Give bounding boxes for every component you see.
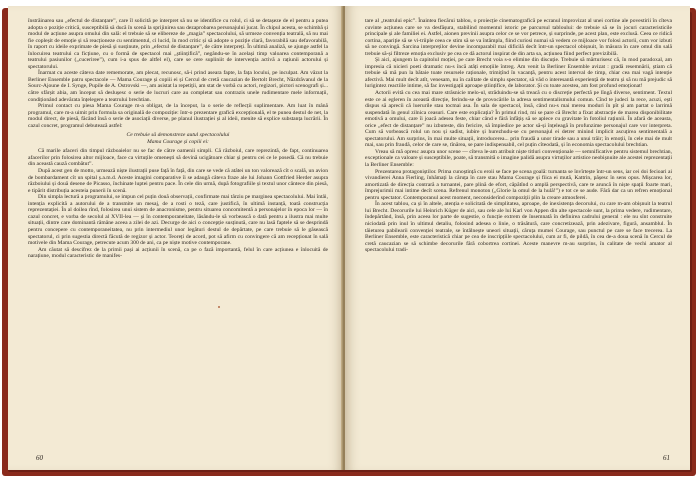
paragraph: Prezentarea protagoniștilor. Prima cunoștință cu eroii se face pe scena goală: turnanta se învîrtește într-un sens, iar cei doi fecioari ai vivandierei Anna Fierling, înhămați la căruța în care stau Mama Courage și fiica ei mută, Kattrin, pășesc în sens opus. Mișcarea lor, amortizată de direcția contrară a turnantei, pare plină de efort, căpătînd o amplă perspectivă, care te aruncă în niște spații foarte mari, împrejurimii mai intime decît scena. Refrenul monoton („Glorie la omul de la hulă!”) e tot ce se aude. Fără dar ca un refren emoțional pentru spectator. Contemporanul acest moment, neconsiderînd compoziții plin la creare atmosferei. xyxy=(365,168,672,201)
program-heading xyxy=(28,132,328,145)
paragraph: Și aici, ajungem la capitolul moției, pe care Brecht voia s-o elimine din discuție. Trebuie să mărturisesc că, în mod paradoxal, am impresia că nicieri poeti dramatic nu-s încă atâți emoțiile întreg. Am venit la Berliner Ensemble avizat : gradă resemnării, știam că trebuie să mă pun la bătaie toate resursele raționale, trimițînd în vacanță, pentru acest interval de timp, chiar cea mai vagă intenție afectivă. Mai mult decît atît, venesam, nu în calitate de simplu spectator, să văd o interesantă experiență de teatru și să nu mă prejudic să lurigintez reactiile intime, să fac investigații aproape științifice, de laborator. Și cu toate acestea, am fost profund emoționat! xyxy=(365,57,672,90)
paragraph: Vreau să mă opresc asupra unor scene — cîteva le-am atribuit niște titluri convenționale — semnificative pentru sistemul brechtian, exceptionale ca valoare și susceptibile, poate, să transmită o imagine palidă asupra virtuților artistice neobișnuite ale acestei reprezentații la Berliner Ensemble: xyxy=(365,148,672,169)
paragraph: Din simpla lectură a programului, se impun cel puțin două observații, confirmate mai târziu pe marginea spectacolului. Mai întâi, intenția explicită a autorului de a transmite un mesaj, de a rosti o teză, care justifică, în ultimă instanță, toată construcția reprezentației. În al doilea rînd, folosirea unui sistem de anacronisme, pentru situarea concomitentă a personajelor în epoca lor — în cazul concret, e vorba de secolul al XVII-lea — și în contemporaneitate, lăsându-le să vorbească o dată pentru a ilustra mai multe situații, dintre care dominantă rămâne aceea a zilei de azi. Decurge de aici o concepție susținută, care nu lasă faptele să se desprindă pentru concepere cu contemporaneitatea, nu prin intermediul unor legături destul de depărtate, pe care trebuie să le găsească spectatorul, ci prin sugestia directă făcută de regizor și actor. Teoreți de acord, pot să afirm cu convingere că am recepționat în sală motivele din Mama Courage, petrecute acum 300 de ani, ca pe niște motive contemporane. xyxy=(28,194,328,247)
paragraph: Că marile afaceri din timpul războaielor nu se fac de către oamenii simpli. Că războiul, care reprezintă, de fapt, continuarea afacerilor prin folosirea altor mijloace, face ca virtuțile omenești să devină ucigătoare chiar și pentru cei ce le posedă. Că nu trebuie din această cauză combătut”. xyxy=(28,148,328,168)
paragraph: Primul contact cu piesa Mama Courage m-a obligat, de la început, la o serie de reflecții suplimentare. Am luat în mână programul, care m-a uimit prin formula sa originală de compoziție: într-o prezentare grafică excepțională, el te punea destul de net, la modul direct, de piesă, făcând însă o serie de asociații diverse, pe planul ilustrației și al ideii, menite să explice substanța lucrării. În cazul concret, programul debutează astfel: xyxy=(28,103,328,129)
paragraph: tare al „teatrului epic”. Înaintea fiecărui tablou, o proiecție cinematografică pe ecranul improvizat al unei cortine ale povestirii în cîteva cuvinte acțiunea care se va desfășura, stabilind momentul istoric pe parcursul tabloului: de trebuie să se în jocuri caracteristicile principale și ale familiei ei. Astfel, aionen previnii asupra celor ce se vor petrece, și surprinde, pe acest plan, este exclusă. Ceea ce ridică cortina, apariție să se vi-triiple ceea ce stim să se va întâmpla, fiind curiosi numai să vedem ce mijloace vor folosi actorii, cum vor izbuti să ne convingă. Sarcina interpreților devine incomparabil mai dificilă decît într-un spectacol obișnuit, în măsura în care omul din sală trebuie să-și filtreze emoția exclusiv pe cea ce dă actorul inspirat de din arta sa, acțiunea fiind perfect previzibilă. xyxy=(365,18,672,57)
right-page-text xyxy=(365,18,672,254)
heading-line: Ce trebuie să demonstreze autul spectacolului xyxy=(126,132,230,139)
paper-spot xyxy=(218,306,220,308)
left-page xyxy=(8,6,343,470)
paragraph: În acest tablou, ca și în altele, atenția e solicitată de simplitatea, aproape, de inexistența decorului, cu care m-am obișnuit la teatrul lui Brecht. Decorurile lui Heinrich Küger de aici, sau cele ale lui Karl von Appen din alte spectacole sunt, la prima vedere, rudimentare, îndepărtând, însă, prin aceea lor parte de sugestie, o funcție extrem de însemnată în definirea cadrului general : ele nu sînt construite niciodată prin inul în ultimul detaliu, folosind adesea o linie, o trăsătură, care concretizează, prin adezivare, figură, ansamblul. În tăieturea pabilearii convenției teatrale, se întâlnește uneori situații, căruța mumei Courage, sau punctul pe care se face trecerea. La Berliner Ensemble, este caracteristică chiar pe cea de inscripțiile spectacolului, cum ar fi, de pildă, în cea de-a doua scenă în Cercul de cretă caucazian se să schimbe decorurile fără cobortrea cortinei. Aceste manevre m-au surprins, în calitate de vechi amator al spectacolului tradi- xyxy=(365,201,672,254)
paragraph: După acest gen de motto, urmează niște ilustrații pusе față în față, din care se vede că atâtei un ton valorează cît o scală, un avion de bombardament cît un spital ș.a.m.d. Aceste imagini comparative îi se adaugă câteva fraze ale lui Johann Gottfried Herder asupra războiului și două desene de Picasso, închinate luptei pentru pace. În cele din urmă, după fotografiile și textul unor cântece din piesă, e tipărit distribuția acesteia punerii în scenă. xyxy=(28,168,328,194)
left-page-text xyxy=(28,18,328,260)
paragraph: Am căutat să descifrez de la primii pași ai acțiunii în scenă, ca pe o fază importantă, felul în care acțiunea e înlocuită de narațiune, modul caracteristic de manifes- xyxy=(28,246,328,260)
page-number-right: 61 xyxy=(663,454,670,462)
paragraph: înstrăinarea sau „efectul de distanțare”, care îl solicită pe interpret să nu se identifice cu rolul, ci să se detașeze de el pentru a putea adopta o poziție critică, susceptibilă să ducă în scenă la sprijinirea sau dezaprobarea personajului jucat. În chipul acesta, se schimbă și modul de acțiune asupra omului din sală: el trebuie să se elibereze de „magia” spectacolului, să urmeze convenția teatrală, să nu mai fie copleșit de emoție și să reacționeze cu sentimentul, ci lucid, în mod critic și să adopte o poziție clară, favorabilă sau defavorabilă, în raport cu ideile exprimate de piesă și susținute, prin „efectul de distanțare”, de către interpreți. În ultimă analiză, se ajunge astfel la înlocuirea teatrului ca ficțiune, cu o formă de spectacol mai „științifică”, negându-se în același timp valoarea contemporană a teatrului pasiunilor („cuceriree”), cum i-a spus de altfel el), care se cere supliniit de intervenția activă a rațiunii actorului și spectatorului. xyxy=(28,18,328,70)
page-number-left: 60 xyxy=(36,454,43,462)
paragraph: Actorii evită cu cea mai mare străsnicie melo-ul, străduindu-se să treacă cu o discreție perfectă pe lîngă diverse, sentiment. Textul este ce ai egleren în această direcție, ferindu-se de provocările la adresa sentimentalismului comun. Cînd te judeci la rece, acuzi, ești dispus să aprecii că luerurile stau tocmai asa. În sala de spectacol, însă, când nu-s mai merea moduri în pît și am partat o larrimă suspendată în genul zilnica ceasuri. Care este explicația? În primul rind, mi se pare că Brecht a fixat abstracție de marea disponibilitate emotivă a omului, care îi joacă adesea feste, chiar când e fără înfățiș să se aplece cu gravitate în fotoliul rațiunii. În afară de aceasta, orice „efect de distanțare” nu izbuteste, din fericire, să împiedice pe actor să-și înțeleagă în profunzime personajul care vor interpreta. Cum să vorbească rolul un nou și sadist, iubire și hurezhudu-se cu personajul ei detrer minind implicit ascuțirea sentimentală a spectatorului. Am surprins, în mai multe situații, introducerea... prin fraudă a unor tirade sau a unui trăir; în emoții, în cele mai de mult mai, sau prin fraudă, celor de care se, tînărea, se pare indispensabil, cel puțin cîteodată, și în economia spectacolului brechtian. xyxy=(365,90,672,149)
heading-line: Mama Courage și copiii ei: xyxy=(147,138,209,145)
right-page xyxy=(345,6,690,470)
paragraph: Înarmat cu aceste câteva date rememorate, am plecat, recunosc, să-i prind aseara fapte, la fața locului, pe inculpat. Am văzut la Berliner Ensemble patru spectacole — Mama Courage și copiii ei și Cercul de cretă caucazian de Bertolt Brecht, Năzdrăvanul de la Sourc-Ajoune de I. Synge, Pupile de A. Ostrovski —, am asistat la repetiții, am stat de vorbă cu actori, regizori, pictori scenografi și... către sfârșit abia, am început să deslușesc o serie de lucruri care au completat sau contrazis unele rudimentare mele informații, condiționând adevărata înțelegere a teatrului brechtian. xyxy=(28,70,328,103)
